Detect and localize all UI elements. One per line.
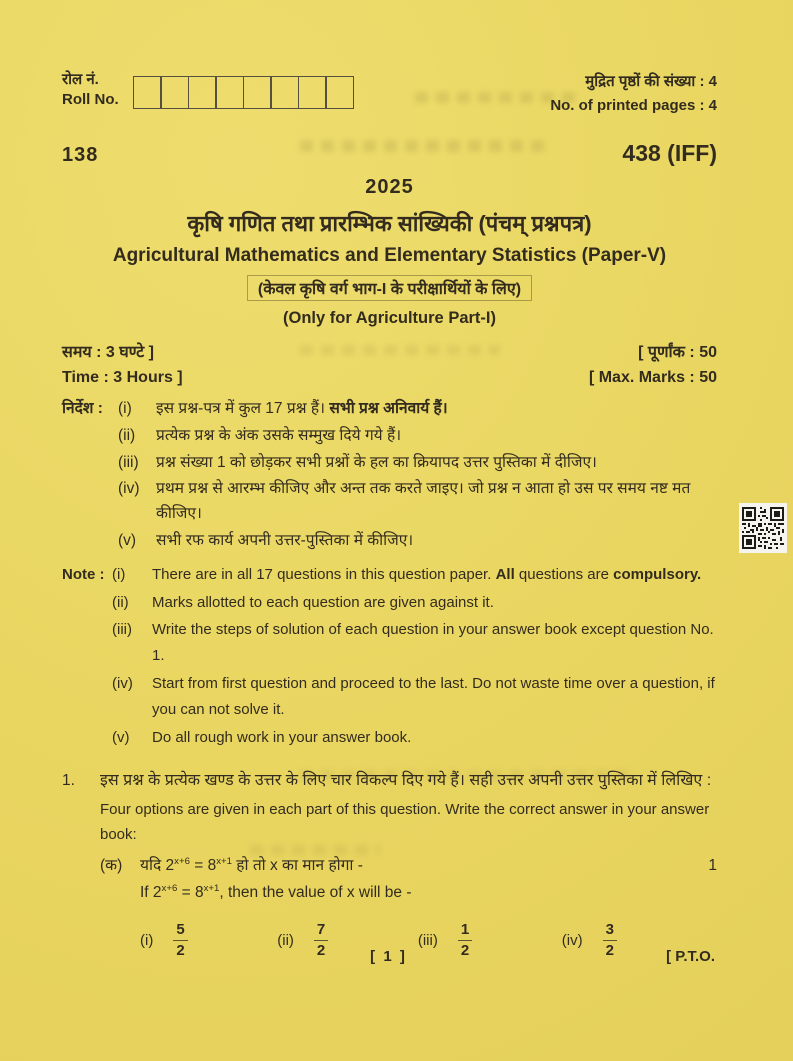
instruction-item [62,477,717,527]
note-item [62,671,717,723]
note-label-english: Note : [62,565,105,583]
question-number: 1. [62,772,75,790]
note-item [62,590,717,616]
roll-digit-box [325,76,354,109]
page-number: [ 1 ] [370,948,407,965]
option-fraction: $\frac{5}{2}$ [173,921,187,961]
roll-digit-box [270,76,299,109]
note-text: Do all rough work in your answer book. [152,728,412,746]
question-part-a [100,853,717,905]
restriction-note-english: (Only for Agriculture Part-I) [283,309,496,327]
option-label: (iv) [561,931,583,949]
instruction-text: प्रथम प्रश्न से आरम्भ कीजिए और अन्त तक करते जाइए। जो प्रश्न न आता हो उस पर समय नष्ट मत कीजिए। [156,480,691,523]
instruction-number: (iii) [118,453,139,471]
roll-digit-box [160,76,189,109]
note-number: (iv) [112,674,133,692]
note-number: (ii) [112,593,129,611]
option-fraction: $\frac{1}{2}$ [458,921,472,961]
option-fraction: $\frac{7}{2}$ [314,921,328,961]
qr-code [739,503,787,553]
option-label: (iii) [417,931,438,949]
roll-number-grid [133,76,355,109]
restriction-note-hindi: (केवल कृषि वर्ग भाग-I के परीक्षार्थियों के लिए) [247,275,532,301]
question-intro-english: Four options are given in each part of this question. Write the correct answer in your answer book: [100,801,710,843]
instructions-label-hindi: निर्देश : [62,400,103,417]
option-fraction: $\frac{3}{2}$ [603,921,617,961]
instruction-item [62,424,717,449]
question-1 [62,768,717,960]
note-item [62,562,717,588]
instruction-text: सभी रफ कार्य अपनी उत्तर-पुस्तिका में कीजिए। [156,531,414,549]
printed-pages-hindi: मुद्रित पृष्ठों की संख्या : 4 [585,73,717,90]
instruction-number: (ii) [118,426,136,444]
instruction-text: प्रत्येक प्रश्न के अंक उसके सम्मुख दिये गये हैं। [156,426,402,444]
note-text: Start from first question and proceed to the last. Do not waste time over a question, if you can not solve it. [152,674,715,718]
paper-code: 438 (IFF) [622,140,717,166]
part-label: (क) [100,856,123,874]
page-footer [62,948,715,965]
note-text: There are in all 17 questions in this question paper. All questions are compulsory. [152,565,702,583]
time-marks-row-hindi [62,340,717,362]
note-text: Write the steps of solution of each question in your answer book except question No. 1. [152,621,714,665]
part-marks: 1 [708,856,717,874]
note-number: (v) [112,728,130,746]
roll-number-label [62,70,119,111]
instruction-text: प्रश्न संख्या 1 को छोड़कर सभी प्रश्नों के हल का क्रियापद उत्तर पुस्तिका में दीजिए। [156,453,597,471]
part-statement-english: If $2^{x+6} = 8^{x+1}$, then the value of x will be - [140,882,412,901]
paper-number: 138 [62,144,99,166]
note-item [62,617,717,669]
time-allowed-english: Time : 3 Hours ] [62,369,183,386]
instructions-hindi [62,397,717,554]
note-number: (iii) [112,621,132,639]
part-statement-hindi: यदि $2^{x+6} = 8^{x+1}$ हो तो x का मान होगा - [140,855,363,874]
instruction-item [62,529,717,554]
time-allowed-hindi: समय : 3 घण्टे ] [62,344,154,361]
page-content [62,70,717,961]
roll-digit-box [215,76,244,109]
question-intro-hindi: इस प्रश्न के प्रत्येक खण्ड के उत्तर के लिए चार विकल्प दिए गये हैं। सही उत्तर अपनी उत्तर पुस्तिका में लिखिए : [100,772,712,790]
roll-label-hindi: रोल नं. [62,71,99,88]
note-text: Marks allotted to each question are given against it. [152,593,494,611]
instruction-number: (i) [118,400,132,417]
header [62,70,717,118]
roll-label-english: Roll No. [62,91,119,109]
paper-title-english: Agricultural Mathematics and Elementary Statistics (Paper-V) [112,245,667,266]
instruction-number: (v) [118,531,137,549]
roll-digit-box [243,76,272,109]
question-1-intro [62,768,717,960]
roll-digit-box [188,76,217,109]
option-label: (i) [140,931,154,949]
roll-digit-box [133,76,162,109]
exam-year: 2025 [365,176,414,198]
instructions-english [62,562,717,751]
time-marks-row-english [62,369,717,387]
max-marks-hindi: [ पूर्णांक : 50 [638,344,717,361]
printed-pages-block [550,70,717,118]
roll-digit-box [298,76,327,109]
note-item [62,725,717,751]
max-marks-english: [ Max. Marks : 50 [588,369,717,386]
roll-number-block [62,70,354,111]
note-number: (i) [112,565,126,583]
instruction-item [62,451,717,476]
instruction-text: इस प्रश्न-पत्र में कुल 17 प्रश्न हैं। सभी प्रश्न अनिवार्य हैं। [156,400,448,417]
paper-title-hindi: कृषि गणित तथा प्रारम्भिक सांख्यिकी (पंचम् प्रश्नपत्र) [187,211,592,236]
printed-pages-english: No. of printed pages : 4 [550,97,717,114]
instruction-number: (iv) [118,480,140,498]
instruction-item [62,397,717,422]
paper-code-row [62,140,717,167]
option-label: (ii) [277,931,294,949]
pto-label: [ P.T.O. [666,948,716,965]
